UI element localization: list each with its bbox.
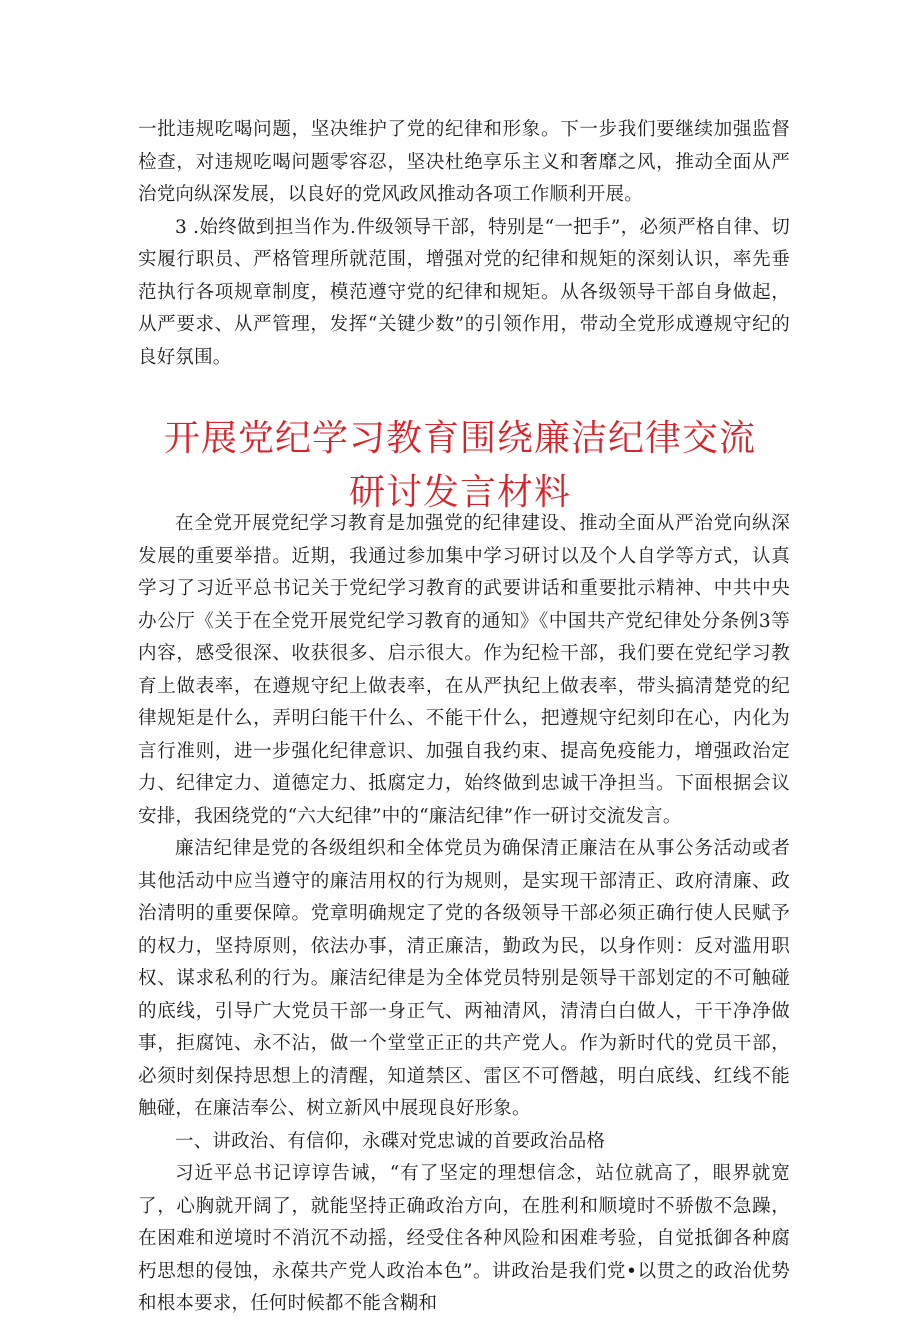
title-line-2: 研讨发言材料 [348,472,571,513]
speech-body [138,508,790,1321]
title-line-1: 开展党纪学习教育围绕廉洁纪律交流 [163,418,756,459]
section-heading-1: 一、讲政治、有信仰，永碟对党忠诚的首要政治品格 [175,1130,606,1152]
integrity-discipline-paragraph: 廉洁纪律是党的各级组织和全体党员为确保清正廉洁在从事公务活动或者其他活动中应当遵守的廉洁用权的行为规则，是实现干部清正、政府清廉、政治清明的重要保障。党章明确规定了党的各级领导干部必须正确行使人民赋予的权力，坚持原则，依法办事，清正廉洁，勤政为民，以身作则：反对滥用职权、谋求私利的行为。廉洁纪律是为全体党员特别是领导干部划定的不可触碰的底线，引导广大党员干部一身正气、两袖清风，清清白白做人，干干净净做事，拒腐饨、永不沾，做一个堂堂正正的共产党人。作为新时代的党员干部，必须时刻保持思想上的清醒，知道禁区、雷区不可僭越，明白底线、红线不能触碰，在廉洁奉公、树立新风中展现良好形象。 [138,838,790,1119]
point-3-paragraph: 3 .始终做到担当作为.件级领导干部，特别是“一把手”，必须严格自律、切实履行职员、严格管理所就范围，增强对党的纪律和规矩的深刻认识，率先垂范执行各项规章制度，模范遵守党的纪律和规矩。从各级领导干部自身做起，从严要求、从严管理，发挥“关键少数”的引领作用，带动全党形成遵规守纪的良好氛围。 [138,216,790,368]
document-title [100,412,820,520]
continuation-paragraph: 一批违规吃喝问题，坚决维护了党的纪律和形象。下一步我们要继续加强监督检查，对违规吃喝问题零容忍，坚决杜绝享乐主义和奢靡之风，推动全面从严治党向纵深发展，以良好的党风政风推动各项工作顺利开展。 [138,119,790,205]
intro-paragraph: 在全党开展党纪学习教育是加强党的纪律建设、推动全面从严治党向纵深发展的重要举措。近期，我通过参加集中学习研讨以及个人自学等方式，认真学习了习近平总书记关于党纪学习教育的武要讲话和重要批示精神、中共中央办公厅《关于在全党开展党纪学习教育的通知》《中国共产党纪律处分条例3等内容，感受很深、收获很多、启示很大。作为纪检干部，我们要在党纪学习教育上做表率，在遵规守纪上做表率，在从严执纪上做表率，带头搞清楚党的纪律规矩是什么，弄明臼能干什么、不能干什么，把遵规守纪刻印在心，内化为言行准则，进一步强化纪律意识、加强自我约束、提高免疫能力，增强政治定力、纪律定力、道德定力、抵腐定力，始终做到忠诚干净担当。下面根据会议安排，我困绕党的“六大纪律”中的“廉洁纪律”作一研讨交流发言。 [138,513,790,827]
politics-paragraph: 习近平总书记谆谆告诫，“有了坚定的理想信念，站位就高了，眼界就宽了，心胸就开阔了，就能坚持正确政治方向，在胜利和顺境时不骄傲不急躁，在困难和逆境时不消沉不动摇，经受住各种风险和困难考验，自觉抵御各种腐朽思想的侵蚀，永葆共产党人政治本色”。讲政治是我们党•以贯之的政治优势和根本要求，任何时候都不能含糊和 [138,1163,790,1314]
continuation-section [138,114,790,374]
